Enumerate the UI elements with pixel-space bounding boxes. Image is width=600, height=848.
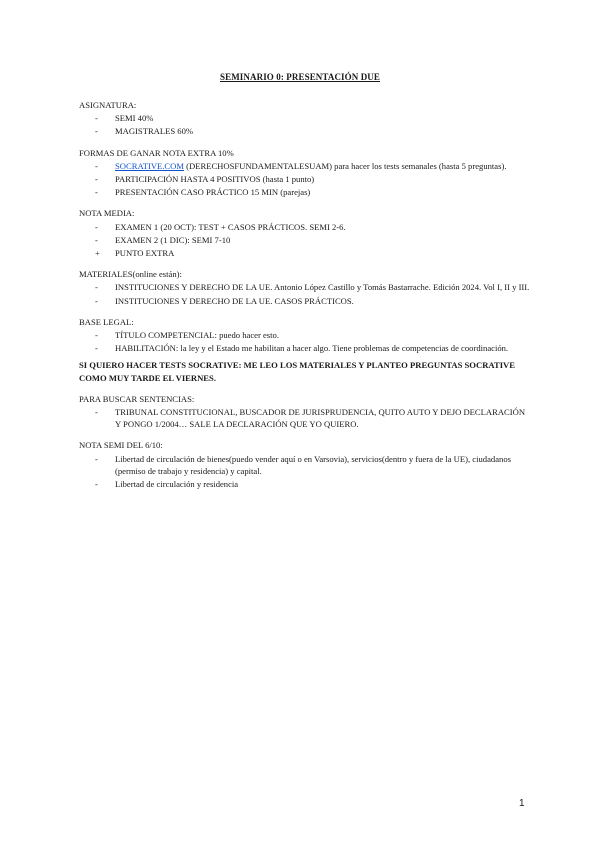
list-item: - MAGISTRALES 60% [95, 126, 194, 137]
bullet-list [79, 160, 531, 199]
document-body [79, 99, 531, 499]
list-item: - Libertad de circulación de bienes(puedo vender aquí o en Varsovia), servicios(dentro y fuera de la UE), ciudadanos (permiso de trabajo y residencia) y capital. [95, 453, 511, 476]
dash-bullet: - [95, 221, 98, 232]
section-heading: PARA BUSCAR SENTENCIAS: [79, 393, 195, 404]
section-heading: NOTA MEDIA: [79, 208, 135, 219]
dash-bullet: - [95, 295, 98, 306]
dash-bullet: - [95, 282, 98, 293]
bullet-list [79, 221, 531, 260]
section-heading: NOTA SEMI DEL 6/10: [79, 440, 163, 451]
dash-bullet: - [95, 479, 98, 490]
dash-bullet: - [95, 343, 98, 354]
list-item: - EXAMEN 1 (20 OCT): TEST + CASOS PRÁCTICOS. SEMI 2-6. [95, 221, 346, 232]
section-heading: MATERIALES(online están): [79, 269, 182, 280]
section-formas [79, 147, 531, 199]
list-item: - HABILITACIÓN: la ley y el Estado me habilitan a hacer algo. Tiene problemas de competencias de coordinación. [95, 343, 509, 354]
page-title: SEMINARIO 0: PRESENTACIÓN DUE [220, 72, 380, 82]
dash-bullet: - [95, 187, 98, 198]
dash-bullet: - [95, 453, 98, 464]
list-item: - INSTITUCIONES Y DERECHO DE LA UE. CASOS PRÁCTICOS. [95, 295, 354, 306]
dash-bullet: - [95, 407, 98, 418]
section-asignatura [79, 99, 531, 138]
list-item: - PRESENTACIÓN CASO PRÁCTICO 15 MIN (parejas) [95, 187, 311, 198]
bullet-list [79, 406, 531, 430]
list-item: - PARTICIPACIÓN HASTA 4 POSITIVOS (hasta 1 punto) [95, 174, 315, 185]
dash-bullet: - [95, 330, 98, 341]
list-item: - SEMI 40% [95, 113, 154, 124]
bullet-list [79, 281, 531, 306]
section-materiales [79, 268, 531, 307]
bullet-list [79, 453, 531, 491]
bullet-list [79, 329, 531, 354]
socrative-link[interactable]: SOCRATIVE.COM [115, 160, 184, 171]
socrative-note: SI QUIERO HACER TESTS SOCRATIVE: ME LEO LOS MATERIALES Y PLANTEO PREGUNTAS SOCRATIVE COMO MUY TARDE EL VIERNES. [79, 360, 515, 383]
list-item: - TRIBUNAL CONSTITUCIONAL, BUSCADOR DE JURISPRUDENCIA, QUITO AUTO Y DEJO DECLARACIÓN Y PONGO 1/2004… SALE LA DECLARACIÓN QUE YO QUIERO. [95, 407, 526, 430]
bullet-list [79, 112, 531, 137]
plus-bullet: + [95, 248, 100, 259]
section-heading: FORMAS DE GANAR NOTA EXTRA 10% [79, 147, 234, 158]
dash-bullet: - [95, 174, 98, 185]
section-nota-semi [79, 439, 531, 490]
page-number: 1 [519, 798, 525, 809]
list-item: - EXAMEN 2 (1 DIC): SEMI 7-10 [95, 234, 231, 245]
dash-bullet: - [95, 234, 98, 245]
section-base-legal [79, 316, 531, 355]
section-heading: BASE LEGAL: [79, 316, 134, 327]
list-item: - TÍTULO COMPETENCIAL: puedo hacer esto. [95, 330, 279, 341]
section-sentencias [79, 393, 531, 431]
section-heading: ASIGNATURA: [79, 100, 137, 110]
section-nota-media [79, 207, 531, 259]
dash-bullet: - [95, 160, 98, 171]
list-item: + PUNTO EXTRA [95, 248, 175, 259]
dash-bullet: - [95, 126, 98, 137]
list-item: - Libertad de circulación y residencia [95, 479, 239, 490]
dash-bullet: - [95, 113, 98, 124]
list-item: - SOCRATIVE.COM (DERECHOSFUNDAMENTALESUAM) para hacer los tests semanales (hasta 5 preguntas). [95, 160, 507, 171]
list-item: - INSTITUCIONES Y DERECHO DE LA UE. Antonio López Castillo y Tomás Bastarrache. Edición 2024. Vol I, II y III. [95, 282, 530, 293]
